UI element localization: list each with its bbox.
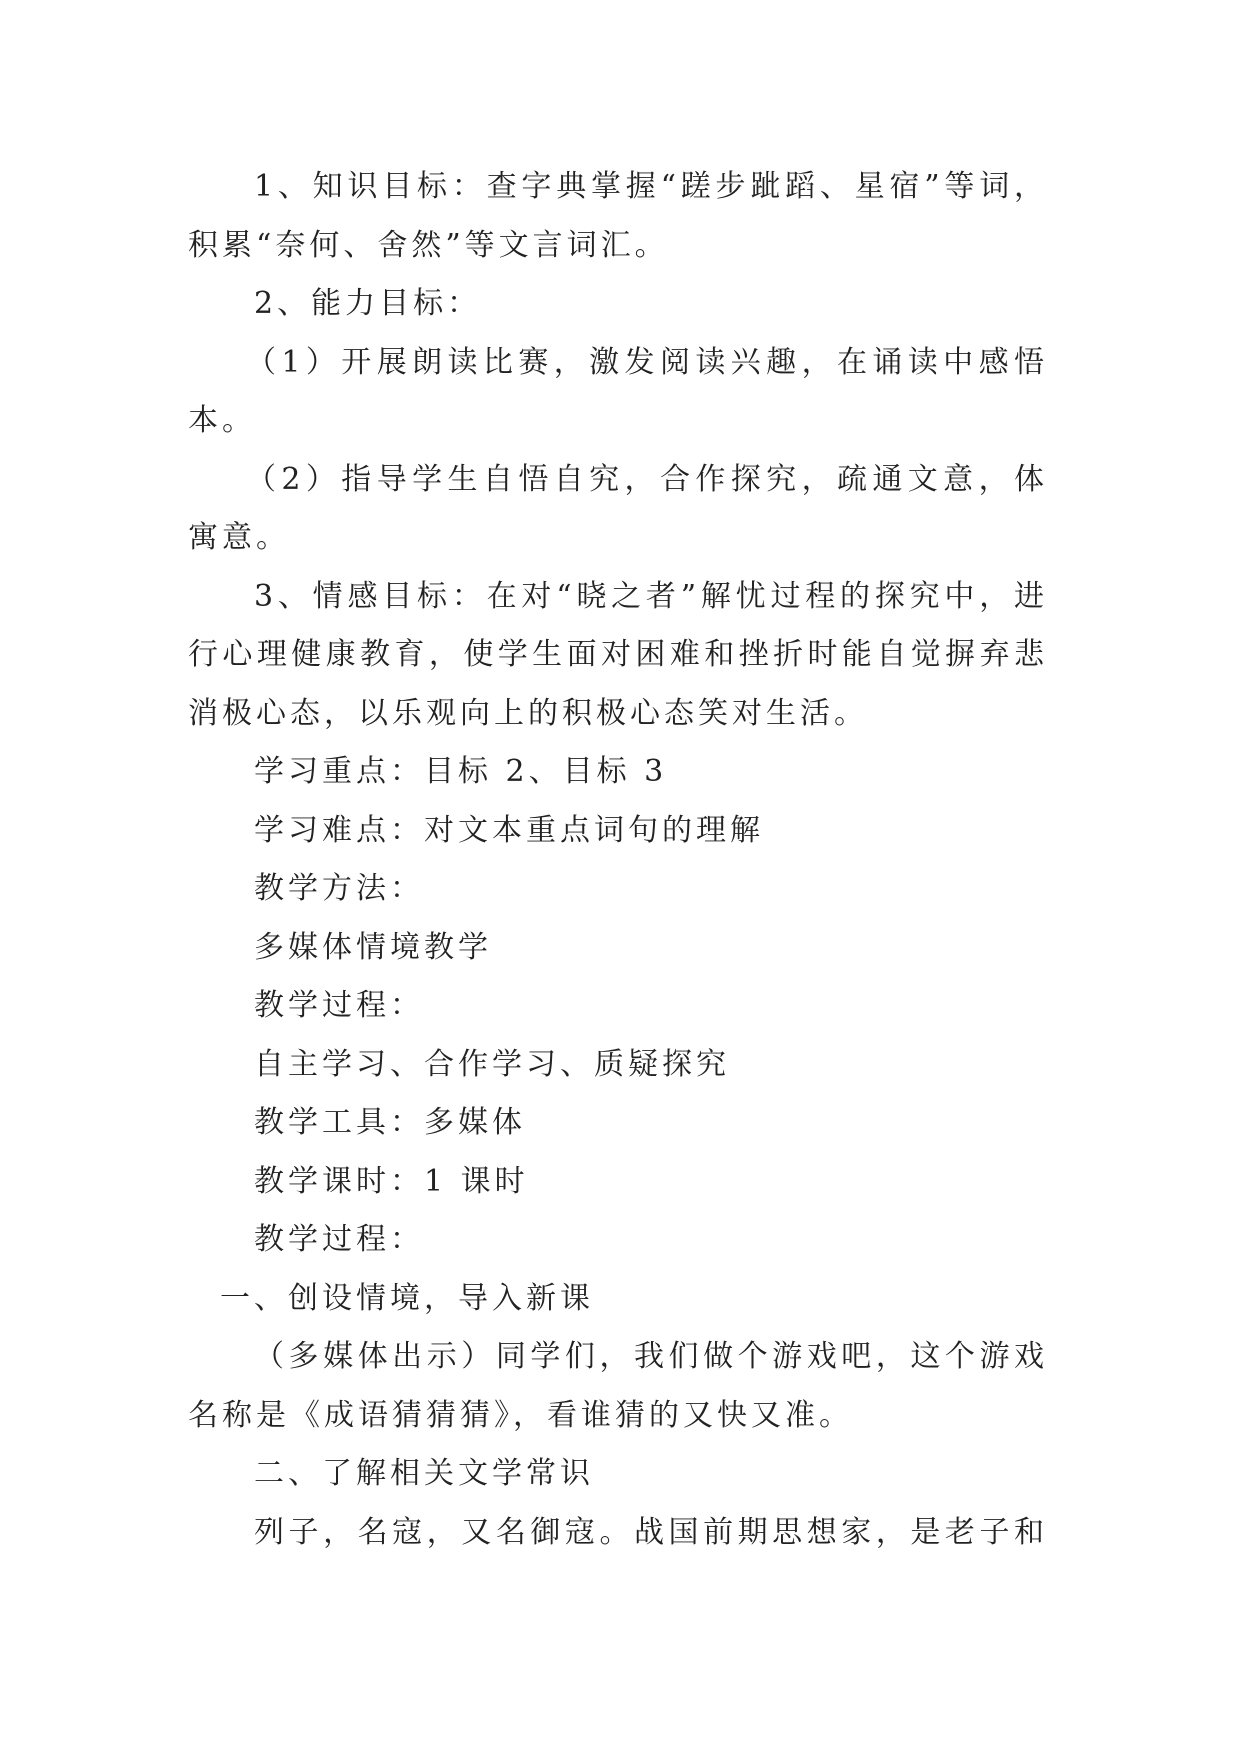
paragraph-line: 2、能力目标： <box>254 286 482 321</box>
section-heading: 一、创设情境，导入新课 <box>220 1280 594 1316</box>
paragraph-line: 消极心态，以乐观向上的积极心态笑对生活。 <box>188 695 868 731</box>
paragraph-line: 列子，名寇，又名御寇。战国前期思想家，是老子和 <box>254 1514 1048 1550</box>
paragraph-line: 3、情感目标：在对“晓之者”解忧过程的探究中，进 <box>254 578 1048 614</box>
paragraph-line: 积累“奈何、舍然”等文言词汇。 <box>188 227 669 263</box>
paragraph-line: （多媒体出示）同学们，我们做个游戏吧，这个游戏 <box>254 1339 1048 1374</box>
paragraph-line: （2）指导学生自悟自究，合作探究，疏通文意，体 <box>246 461 1048 497</box>
paragraph-line: 寓意。 <box>188 520 290 555</box>
document-body <box>188 158 1048 1562</box>
paragraph-line: 学习重点：目标 2、目标 3 <box>254 754 668 789</box>
paragraph-line: （1）开展朗读比赛，激发阅读兴趣，在诵读中感悟 <box>246 344 1048 380</box>
paragraph-line: 教学课时：1 课时 <box>254 1163 529 1199</box>
paragraph-line: 教学方法： <box>254 871 424 906</box>
paragraph-line: 自主学习、合作学习、质疑探究 <box>254 1046 730 1082</box>
paragraph-line: 行心理健康教育，使学生面对困难和挫折时能自觉摒弃悲 <box>188 637 1048 672</box>
paragraph-line: 学习难点：对文本重点词句的理解 <box>254 812 764 848</box>
paragraph-line: 名称是《成语猜猜猜》，看谁猜的又快又准。 <box>188 1397 853 1433</box>
paragraph-line: 1、知识目标：查字典掌握“蹉步跐蹈、星宿”等词， <box>254 169 1048 204</box>
paragraph-line: 多媒体情境教学 <box>254 929 492 965</box>
paragraph-line: 本。 <box>188 403 256 438</box>
paragraph-line: 教学过程： <box>254 988 424 1023</box>
paragraph-line: 教学工具：多媒体 <box>254 1105 526 1140</box>
paragraph-line: 教学过程： <box>254 1222 424 1257</box>
section-heading: 二、了解相关文学常识 <box>254 1456 594 1491</box>
